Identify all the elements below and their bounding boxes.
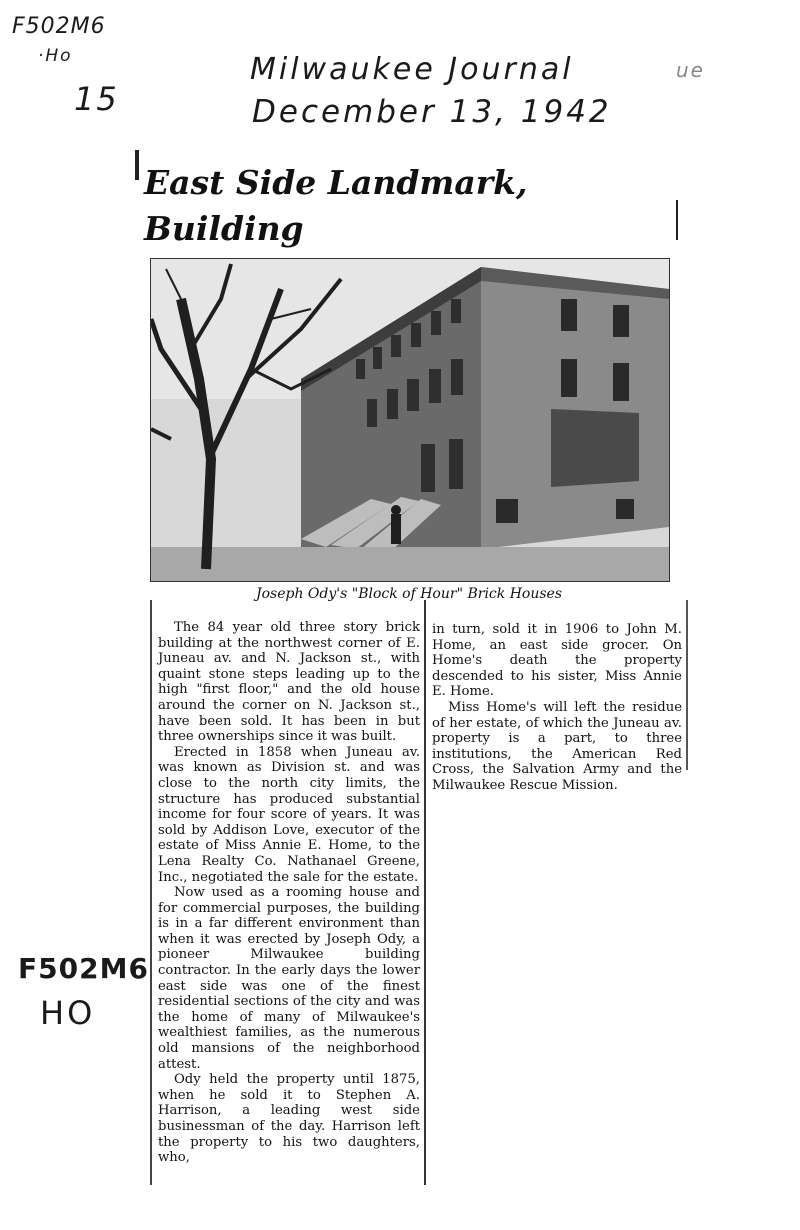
paragraph: Miss Home's will left the residue of her estate, of which the Juneau av. property is a part, to three institutions, the American Red Cross, the Salvation Army and the Milwaukee Rescue Mission. [432, 699, 682, 793]
handwritten-faint-mark: ue [676, 58, 705, 82]
building-photo [150, 258, 670, 582]
handwritten-side-catalog-code: F502M6 [18, 952, 149, 985]
article-column-right [432, 622, 682, 794]
paragraph: Ody held the property until 1875, when he sold it to Stephen A. Harrison, a leading west side businessman of the day. Harrison left the property to his two daughters, who, [158, 1072, 420, 1166]
handwritten-side-ho: HO [40, 994, 96, 1032]
article-column-left [158, 620, 420, 1166]
building-photo-illustration [151, 259, 669, 581]
clipping-edge-top [135, 150, 139, 180]
clipping-edge-left [150, 600, 152, 1185]
paragraph: Now used as a rooming house and for commercial purposes, the building is in a far different environment than when it was erected by Joseph Ody, a pioneer Milwaukee building contractor. In the early days the lower east side was one of the finest residential sections of the city and was the home of many of Milwaukee's wealthiest families, as the numerous old mansions of the neighborhood attest. [158, 885, 420, 1072]
handwritten-ho-note: ·Ho [38, 46, 73, 66]
column-divider [424, 600, 426, 1185]
photo-caption: Joseph Ody's "Block of Hour" Brick Houses [255, 586, 563, 602]
headline-line-1: East Side Landmark, Building [144, 163, 528, 248]
handwritten-date: December 13, 1942 [252, 94, 612, 130]
paragraph: The 84 year old three story brick building at the northwest corner of E. Juneau av. and N. Jackson st., with quaint stone steps leading up to the high "first floor," and the old house around the corner on N. Jackson st., have been sold. It has been in but three ownerships since it was built. [158, 620, 420, 745]
clipping-edge-right-lower [686, 600, 688, 770]
handwritten-catalog-code: F502M6 [12, 14, 106, 39]
paragraph: Erected in 1858 when Juneau av. was known as Division st. and was close to the north city limits, the structure has produced substantial income for four score of years. It was sold by Addison Love, executor of the estate of Miss Annie E. Home, to the Lena Realty Co. Nathanael Greene, Inc., negotiated the sale for the estate. [158, 744, 420, 885]
handwritten-newspaper-name: Milwaukee Journal [250, 52, 574, 87]
paragraph: in turn, sold it in 1906 to John M. Home, an east side grocer. On Home's death the property descended to his sister, Miss Annie E. Home. [432, 622, 682, 700]
handwritten-number: 15 [74, 80, 119, 118]
